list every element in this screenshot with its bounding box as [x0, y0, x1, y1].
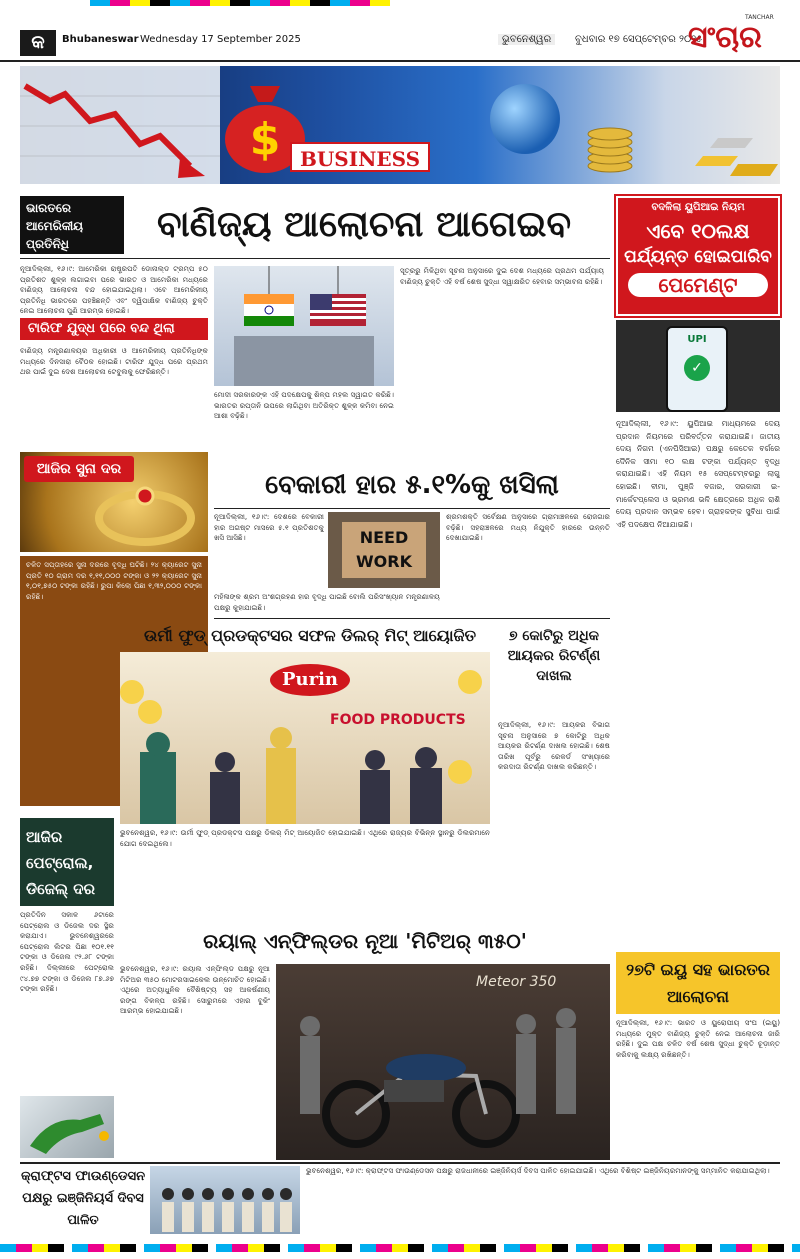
- print-color-bar: [90, 0, 390, 6]
- lead-body-4: ସୂତ୍ରରୁ ମିଳିଥିବା ସୂଚନା ଅନୁସାରେ ଦୁଇ ଦେଶ ମଧ୍ୟରେ ପ୍ରଥମ ପର୍ଯ୍ୟାୟ ବାଣିଜ୍ୟ ଚୁକ୍ତି ଏହି ବର୍ଷ ଶେଷ ସୁଦ୍ଧା ସ୍ୱାକ୍ଷରିତ ହେବାର ସମ୍ଭାବନା ରହିଛି।: [400, 266, 604, 286]
- print-color-bar: [0, 1244, 800, 1252]
- unemployment-body-2: ଶ୍ରମଶକ୍ତି ସର୍ବେକ୍ଷଣ ଅନୁସାରେ ଗ୍ରାମାଞ୍ଚଳରେ ରୋଜଗାର ବଢ଼ିଛି। ସହରାଞ୍ଚଳରେ ମଧ୍ୟ ନିଯୁକ୍ତି ହାରରେ ଉନ୍ନତି ଦେଖାଯାଇଛି।: [446, 512, 610, 543]
- upi-headline-box: [616, 196, 780, 316]
- section-letter: କ: [20, 30, 56, 56]
- divider: [214, 618, 610, 619]
- india-us-containers-icon: [214, 266, 394, 386]
- enfield-body: ଭୁବନେଶ୍ୱର, ୧୬।୯: ରୟାଲ ଏନ୍‌ଫିଲ୍ଡ ପକ୍ଷରୁ ନୂଆ ମିଟିଅର ୩୫୦ ମୋଟରସାଇକେଲ ଉନ୍ମୋଚିତ ହୋଇଛି। ଏଥିରେ ଅତ୍ୟାଧୁନିକ ବୈଶିଷ୍ଟ୍ୟ ସହ ଆକର୍ଷଣୀୟ ରଙ୍ଗ ବିକଳ୍ପ ରହିଛି। ସୋରୁମରେ ଏହାର ବୁକିଂ ଆରମ୍ଭ ହୋଇଯାଇଛି।: [120, 964, 270, 1016]
- upi-kicker: ବଦଳିଲା ୟୁପିଆଇ ନିୟମ: [651, 202, 745, 213]
- backdrop-text: FOOD PRODUCTS: [330, 712, 466, 728]
- lead-body-2: ବାଣିଜ୍ୟ ମନ୍ତ୍ରଣାଳୟର ଅଧିକାରୀ ଓ ଆମେରିକୀୟ ପ୍ରତିନିଧିଙ୍କ ମଧ୍ୟରେ ଦିନସାରା ବୈଠକ ହୋଇଛି। ଟାରିଫ ଯୁଦ୍ଧ ପରେ ପ୍ରଥମ ଥର ପାଇଁ ଦୁଇ ଦେଶ ଆଲୋଚନା ଟେବୁଲକୁ ଫେରିଛନ୍ତି।: [20, 346, 208, 377]
- crafts-body: ଭୁବନେଶ୍ୱର, ୧୬।୯: କ୍ରାଫ୍ଟସ ଫାଉଣ୍ଡେସନ ପକ୍ଷରୁ ରାଜଧାନୀରେ ଇଞ୍ଜିନିୟର୍ସ ଦିବସ ପାଳିତ ହୋଇଯାଇଛି। ଏଥିରେ ବିଶିଷ୍ଟ ଇଞ୍ଜିନିୟରମାନଙ୍କୁ ସମ୍ମାନିତ କରାଯାଇଥିଲା।: [306, 1166, 770, 1175]
- purin-body: ଭୁବନେଶ୍ୱର, ୧୬।୯: ଉର୍ମୀ ଫୁଡ୍ ପ୍ରଡକ୍ଟସ ପକ୍ଷରୁ ଡିଲର୍ ମିଟ୍ ଆୟୋଜିତ ହୋଇଯାଇଛି। ଏଥିରେ ରାଜ୍ୟର ବିଭିନ୍ନ ସ୍ଥାନରୁ ଡିଲରମାନେ ଯୋଗ ଦେଇଥିଲେ।: [120, 828, 490, 848]
- date-odia: ବୁଧବାର ୧୭ ସେପ୍ଟେମ୍ବର ୨୦୨୫: [575, 34, 703, 45]
- dealer-meet-photo: [120, 652, 490, 824]
- upi-screen-text: UPI: [687, 334, 707, 345]
- fuel-nozzle-photo: [20, 1096, 114, 1158]
- lead-subhead: ଟାରିଫ ଯୁଦ୍ଧ ପରେ ବନ୍ଦ ଥିଲା: [20, 318, 208, 340]
- poster-text: Meteor 350: [476, 974, 557, 990]
- divider: [20, 1162, 780, 1164]
- upi-headline-line-1: ଏବେ ୧୦ଲକ୍ଷ: [646, 219, 750, 243]
- gold-ring-icon: [90, 484, 200, 548]
- eu-headline: ୨୭ଟି ଇୟୁ ସହ ଭାରତର ଆଲୋଚନା: [626, 960, 770, 1006]
- people-silhouettes-icon: [120, 652, 490, 824]
- fuel-body: ପ୍ରତିଦିନ ସକାଳ ୬ଟାରେ ପେଟ୍ରୋଲ ଓ ଡିଜେଲ ଦର ସ୍ଥିର କରାଯାଏ। ଭୁବନେଶ୍ୱରରେ ପେଟ୍ରୋଲ ଲିଟର ପିଛା ୧୦୧.୧୧ ଟଙ୍କା ଓ ଡିଜେଲ ୯୨.୬୮ ଟଙ୍କା ରହିଛି। ଦିଲ୍ଲୀରେ ପେଟ୍ରୋଲ ୯୪.୭୭ ଟଙ୍କା ଓ ଡିଜେଲ ୮୭.୬୭ ଟଙ୍କା ରହିଛି।: [20, 910, 114, 994]
- meteor-launch-photo: [276, 964, 610, 1160]
- itr-headline: ୭ କୋଟିରୁ ଅଧିକ ଆୟକର ରିଟର୍ଣ୍ଣ ଦାଖଲ: [507, 628, 601, 684]
- checkmark-icon: ✓: [684, 355, 710, 381]
- business-banner: [20, 66, 780, 184]
- purin-headline: ଉର୍ମୀ ଫୁଡ୍ ପ୍ରଡକ୍ଟସର ସଫଳ ଡିଲର୍ ମିଟ୍ ଆୟୋଜିତ: [144, 626, 476, 645]
- upi-headline-line-3: ପେମେଣ୍ଟ: [628, 273, 768, 297]
- fuel-title: ଆଜିର ପେଟ୍ରୋଲ, ଡିଜେଲ୍ ଦର: [20, 818, 114, 906]
- phone-icon: [666, 326, 728, 412]
- divider: [214, 508, 610, 509]
- eu-body: ନୂଆଦିଲ୍ଲୀ, ୧୬।୯: ଭାରତ ଓ ୟୁରୋପୀୟ ସଂଘ (ଇୟୁ) ମଧ୍ୟରେ ମୁକ୍ତ ବାଣିଜ୍ୟ ଚୁକ୍ତି ନେଇ ଆଲୋଚନା ଜାରି ରହିଛି। ଦୁଇ ପକ୍ଷ ଚଳିତ ବର୍ଷ ଶେଷ ସୁଦ୍ଧା ଚୁକ୍ତି ଚୂଡ଼ାନ୍ତ କରିବାକୁ ଲକ୍ଷ୍ୟ ରଖିଛନ୍ତି।: [616, 1018, 780, 1059]
- engineers-day-photo: [150, 1166, 300, 1234]
- group-photo-icon: [150, 1166, 300, 1234]
- gold-rate-body: ଚଳିତ ସପ୍ତାହରେ ସୁନା ଦରରେ ବୃଦ୍ଧି ଘଟିଛି। ୨୪ କ୍ୟାରେଟ ସୁନା ପ୍ରତି ୧୦ ଗ୍ରାମ ଦର ୧,୧୧,୦୦୦ ଟଙ୍କା ଓ ୨୨ କ୍ୟାରେଟ ସୁନା ୧,୦୧,୭୫୦ ଟଙ୍କା ରହିଛି। ରୁପା କିଲୋ ପିଛା ୧,୩୨,୦୦୦ ଟଙ୍କା ରହିଛି।: [20, 556, 208, 806]
- globe-icon: [490, 84, 560, 154]
- city-odia: ଭୁବନେଶ୍ୱର: [498, 34, 555, 45]
- lead-body-1: ନୂଆଦିଲ୍ଲୀ, ୧୬।୯: ଆମେରିକା ରାଷ୍ଟ୍ରପତି ଡୋନାଲ୍ଡ ଟ୍ରମ୍ପ ୫୦ ପ୍ରତିଶତ ଶୁଳ୍କ ଲଗାଇବା ପରେ ଭାରତ ଓ ଆମେରିକା ମଧ୍ୟରେ ବାଣିଜ୍ୟ ଆଲୋଚନା ବନ୍ଦ ହୋଇଯାଇଥିଲା। ଏବେ ଆମେରିକୀୟ ପ୍ରତିନିଧି ଭାରତରେ ପହଞ୍ଚିଛନ୍ତି ଏବଂ ଦ୍ୱିପାକ୍ଷିକ ବାଣିଜ୍ୟ ଚୁକ୍ତି ନେଇ ଆଲୋଚନା ପୁଣି ଆରମ୍ଭ ହୋଇଛି।: [20, 264, 208, 316]
- upi-phone-photo: [616, 320, 780, 412]
- newspaper-logo: ସଂଚାର: [688, 20, 762, 55]
- trade-flags-photo: [214, 266, 394, 386]
- gold-title: ଆଜିର ସୁନା ଦର: [24, 456, 134, 482]
- unemployment-body-3: ମହିଳାଙ୍କ ଶ୍ରମ ଅଂଶଗ୍ରହଣ ହାର ବୃଦ୍ଧି ପାଇଛି ବୋଲି ପରିସଂଖ୍ୟାନ ମନ୍ତ୍ରଣାଳୟ ପକ୍ଷରୁ କୁହାଯାଇଛି।: [214, 592, 440, 612]
- banner-label: BUSINESS: [290, 142, 430, 172]
- svg-text:$: $: [249, 114, 281, 165]
- coin-stack-icon: [580, 96, 640, 176]
- gold-bars-icon: [690, 126, 780, 181]
- cardboard-sign: NEED WORK: [342, 522, 426, 578]
- unemployment-body-1: ନୂଆଦିଲ୍ଲୀ, ୧୬।୯: ଦେଶରେ ବେକାରୀ ହାର ଅଗଷ୍ଟ ମାସରେ ୫.୧ ପ୍ରତିଶତକୁ ଖସି ଆସିଛି।: [214, 512, 324, 543]
- need-work-photo: [328, 512, 440, 588]
- divider: [20, 258, 610, 259]
- enfield-headline: ରୟାଲ୍ ଏନ୍‌ଫିଲ୍ଡର ନୂଆ 'ମିଟିଅର୍ ୩୫୦': [203, 929, 527, 953]
- upi-body: ନୂଆଦିଲ୍ଲୀ, ୧୬।୯: ୟୁପିଆଇ ମାଧ୍ୟମରେ ଦେୟ ପ୍ରଦାନ ନିୟମରେ ପରିବର୍ତ୍ତନ କରାଯାଇଛି। ଜାତୀୟ ଦେୟ ନିଗମ (ଏନପିସିଆଇ) ପକ୍ଷରୁ କେତେକ ବର୍ଗରେ ଦୈନିକ ସୀମା ୧୦ ଲକ୍ଷ ଟଙ୍କା ପର୍ଯ୍ୟନ୍ତ ବୃଦ୍ଧି କରାଯାଇଛି। ଏହି ନିୟମ ୧୫ ସେପ୍ଟେମ୍ବରରୁ ଲାଗୁ ହୋଇଛି। ବୀମା, ପୁଞ୍ଜି ବଜାର, ସରକାରୀ ଇ-ମାର୍କେଟପ୍ଲେସ ଓ ଭ୍ରମଣ ଭଳି କ୍ଷେତ୍ରରେ ଅଧିକ ରାଶି ଦେୟ ପ୍ରଦାନ ସମ୍ଭବ ହେବ। ଗ୍ରାହକଙ୍କ ସୁବିଧା ପାଇଁ ଏହି ପଦକ୍ଷେପ ନିଆଯାଇଛି।: [616, 419, 780, 529]
- logo-tagline: TANCHAR: [745, 14, 774, 21]
- upi-headline-line-2: ପର୍ଯ୍ୟନ୍ତ ହୋଇପାରିବ: [624, 247, 772, 267]
- crafts-headline: କ୍ରାଫ୍ଟସ ଫାଉଣ୍ଡେସନ ପକ୍ଷରୁ ଇଞ୍ଜିନିୟର୍ସ ଦିବସ ପାଳିତ: [20, 1169, 146, 1228]
- lead-body-3: ମୋଦୀ ସରକାରଙ୍କ ଏହି ପଦକ୍ଷେପକୁ ଶିଳ୍ପ ମହଲ ସ୍ୱାଗତ କରିଛି। ଭାରତର ରପ୍ତାନି ଉପରେ ଲାଗିଥିବା ଅତିରିକ୍ତ ଶୁଳ୍କ କମିବା ନେଇ ଆଶା ବଢ଼ିଛି।: [214, 390, 394, 421]
- lead-kicker: ଭାରତରେ ଆମେରିକୀୟ ପ୍ରତିନିଧି: [20, 196, 124, 254]
- gold-jewellery-photo: [20, 452, 208, 552]
- unemployment-headline: ବେକାରୀ ହାର ୫.୧%କୁ ଖସିଲା: [265, 470, 559, 500]
- eu-headline-box: [616, 952, 780, 1014]
- itr-body: ନୂଆଦିଲ୍ଲୀ, ୧୬।୯: ଆୟକର ବିଭାଗ ସୂଚନା ଅନୁସାରେ ୭ କୋଟିରୁ ଅଧିକ ଆୟକର ରିଟର୍ଣ୍ଣ ଦାଖଲ ହୋଇଛି। ଶେଷ ତାରିଖ ପୂର୍ବରୁ ରେକର୍ଡ ସଂଖ୍ୟାରେ କରଦାତା ରିଟର୍ଣ୍ଣ ଦାଖଲ କରିଛନ୍ତି।: [498, 720, 610, 772]
- masthead: [0, 0, 800, 62]
- fuel-nozzle-icon: [20, 1096, 114, 1158]
- lead-headline: ବାଣିଜ୍ୟ ଆଲୋଚନା ଆଗେଇବ: [156, 204, 572, 245]
- falling-chart-icon: [20, 66, 220, 184]
- city-english: Bhubaneswar: [62, 34, 139, 45]
- purin-logo: Purin: [270, 664, 350, 696]
- date-english: Wednesday 17 September 2025: [140, 34, 301, 45]
